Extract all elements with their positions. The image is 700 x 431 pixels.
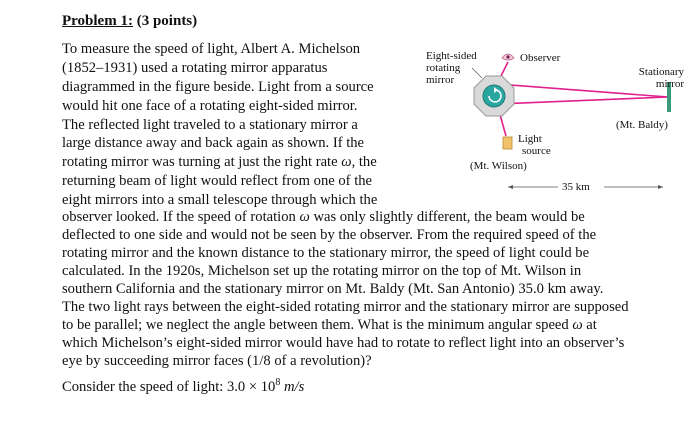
omega-symbol: ω [572,317,583,333]
speed-of-light-note [62,377,304,396]
paragraph-line: The reflected light traveled to a stationary mirror a [62,117,358,133]
omega-symbol: ω [341,154,352,170]
light-source-icon [503,137,512,149]
paragraph-line: eye by succeeding mirror faces (1/8 of a revolution)? [62,353,372,369]
observer-eye-icon [502,54,514,60]
problem-title [62,13,197,30]
paragraph-line: rotating mirror and the known distance to the stationary mirror, the speed of light could be [62,245,590,261]
paragraph-line: large distance away and back again as shown. If the [62,135,365,151]
mt-baldy-label: (Mt. Baldy) [616,119,668,131]
paragraph-line: returning beam of light would reflect from one of the [62,173,373,189]
stationary-mirror-label: Stationary mirror [638,66,684,90]
speed-prefix: Consider the speed of light: 3.0 × 10 [62,378,276,395]
paragraph-line: to be parallel; we neglect the angle between them. What is the minimum angular speed ω at [62,317,597,333]
rotating-mirror-label: Eight-sided rotating mirror [426,50,477,86]
paragraph-line: rotating mirror was turning at just the right rate ω, the [62,154,377,170]
paragraph-line: eight mirrors into a small telescope through which the [62,192,378,208]
paragraph-line: southern California and the stationary mirror on Mt. Baldy (Mt. San Antonio) 35.0 km away. [62,281,604,297]
mt-wilson-label: (Mt. Wilson) [470,160,527,172]
speed-unit: m/s [280,378,305,395]
paragraph-line: (1852–1931) used a rotating mirror apparatus [62,60,328,76]
problem-title-label: Problem 1: [62,13,133,29]
paragraph-line: To measure the speed of light, Albert A. Michelson [62,41,361,57]
problem-title-points: (3 points) [132,13,198,29]
paragraph-line: The two light rays between the eight-sided rotating mirror and the stationary mirror are supposed [62,299,629,315]
observer-label: Observer [520,52,561,64]
paragraph-line: diagrammed in the figure beside. Light from a source [62,79,374,95]
paragraph-line: which Michelson’s eight-sided mirror would have had to rotate to reflect light into an observer’s [62,335,625,351]
speed-exponent: 8 [275,377,281,388]
beam-return [497,97,668,104]
paragraph-line: observer looked. If the speed of rotation ω was only slightly different, the beam would be [62,209,585,225]
light-source-label: Light source [518,133,551,157]
paragraph-line: deflected to one side and would not be seen by the observer. From the required speed of the [62,227,597,243]
paragraph-line: calculated. In the 1920s, Michelson set up the rotating mirror on the top of Mt. Wilson in [62,263,582,279]
paragraph-line: would hit one face of a rotating eight-sided mirror. [62,98,358,114]
michelson-apparatus-figure [420,40,695,200]
distance-label: 35 km [562,181,590,193]
omega-symbol: ω [299,209,310,225]
